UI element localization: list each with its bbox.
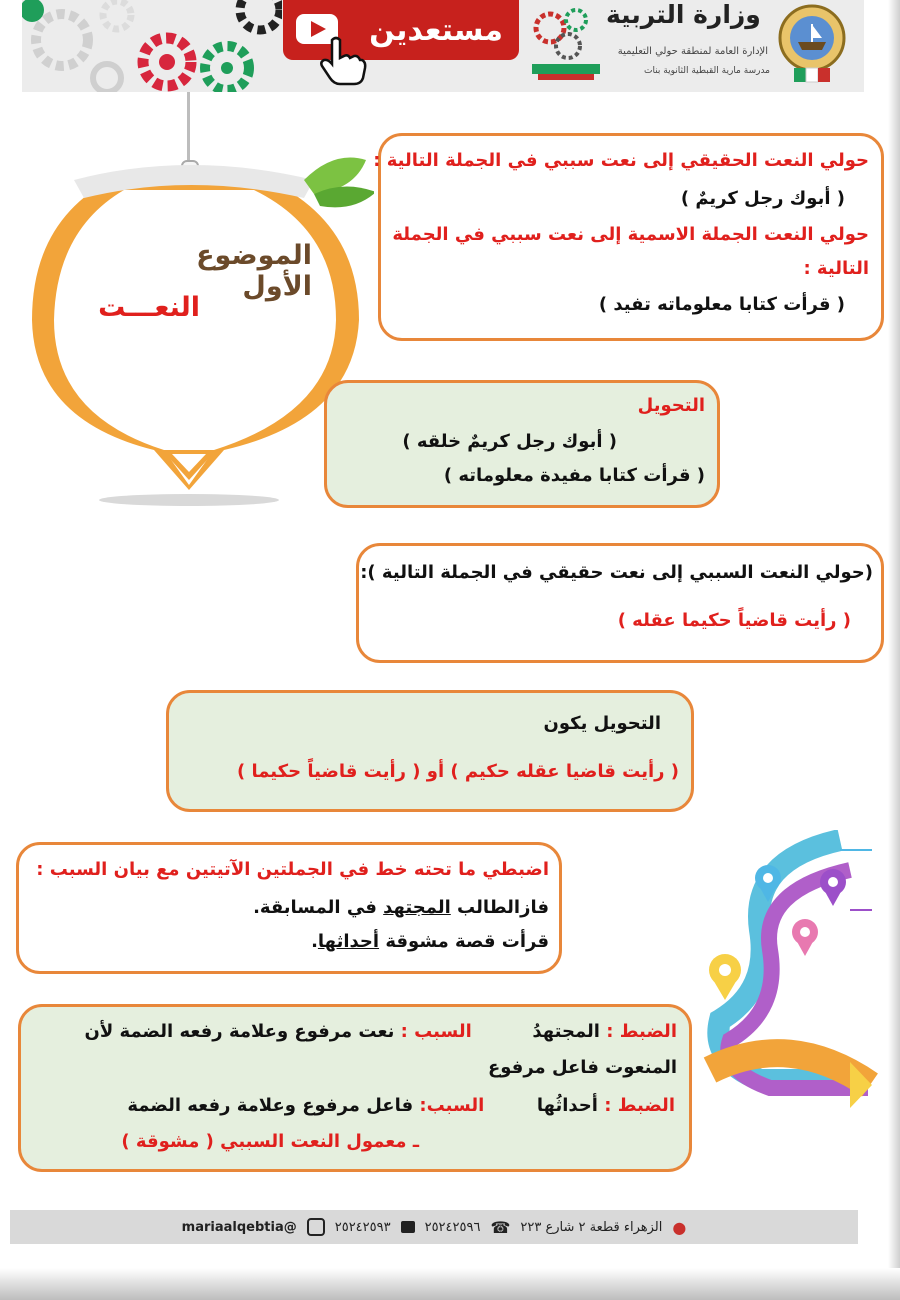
answer1-line2: ( قرأت كتابا مفيدة معلوماته ) [443,465,705,486]
question1-instruction2-line2: التالية : [803,258,869,279]
phone-icon: ☎ [490,1217,511,1237]
fax-icon [401,1221,415,1233]
answer2-label: التحويل يكون [543,713,661,734]
answer3-l1-label: الضبط : [606,1021,677,1042]
answer1-label: التحويل [637,395,705,416]
answer3-line2: المنعوت فاعل مرفوع [487,1057,677,1078]
answer3-l3-label: الضبط : [604,1095,675,1116]
ministry-subtitle: الإدارة العامة لمنطقة حولي التعليمية [617,46,768,57]
kuwait-emblem-icon [778,2,846,86]
question3-box [16,842,562,974]
topic-title: الموضوع الأول [196,240,312,302]
road-map-decoration [690,830,880,1110]
question1-box [373,133,884,341]
answer3-line3 [127,1095,675,1116]
question2-instruction: (حولي النعت السببي إلى نعت حقيقي في الجملة التالية ): [360,562,873,583]
footer-fax: ٢٥٢٤٢٥٩٣ [334,1219,391,1235]
youtube-label: مستعدين [369,12,503,48]
question3-sentence2 [311,931,549,952]
answer3-l3-reason-label: السبب: [419,1095,485,1116]
question3-instruction: اضبطي ما تحته خط في الجملتين الآتيتين مع بيان السبب : [36,859,549,880]
question2-box [356,543,884,663]
answer3-l3-reason: فاعل مرفوع وعلامة رفعه الضمة [127,1095,414,1116]
question3-s1-underlined: المجتهد [383,897,451,918]
question1-instruction2-line1: حولي النعت الجملة الاسمية إلى نعت سببي في الجملة [392,224,869,245]
answer2-box [166,690,694,812]
answer3-l1-reason: نعت مرفوع وعلامة رفعه الضمة لأن [84,1021,395,1042]
question2-sentence: ( رأيت قاضياً حكيما عقله ) [617,610,851,631]
question3-s2-before: قرأت قصة مشوقة [385,931,549,952]
instagram-icon[interactable] [307,1218,325,1236]
answer3-l1-reason-label: السبب : [400,1021,472,1042]
page-shadow-right [888,0,900,1300]
question1-sentence2: ( قرأت كتابا معلوماته تفيد ) [598,294,845,315]
topic-badge-shape [14,150,374,510]
footer-contact-bar [10,1210,858,1244]
footer-phone: ٢٥٢٤٢٥٩٦ [424,1219,481,1235]
question3-sentence1 [253,897,549,918]
question3-s1-before: فازالطالب [457,897,549,918]
location-pin-icon: ● [672,1217,687,1237]
answer3-line1 [85,1021,678,1042]
gears-decoration [22,0,282,92]
question1-instruction1: حولي النعت الحقيقي إلى نعت سببي في الجملة التالية : [373,150,869,171]
answer3-box [18,1004,692,1172]
school-name: مدرسة مارية القبطية الثانوية بنات [644,66,770,76]
answer3-l1-word: المجتهدُ [532,1021,600,1042]
ministry-title: وزارة التربية [606,0,761,29]
answer2-line: ( رأيت قاضيا عقله حكيم ) أو ( رأيت قاضياً حكيما ) [236,761,679,782]
answer1-box [324,380,720,508]
question3-s2-underlined: أحداثها [317,931,380,952]
topic-name: النعـــت [98,292,200,323]
footer-instagram[interactable]: @mariaalqebtia [181,1219,297,1235]
answer3-line4: ـ معمول النعت السببي ( مشوقة ) [121,1131,419,1152]
question3-s1-after: في المسابقة. [253,897,377,918]
hand-cursor-icon [318,34,368,86]
question3-s2-after: . [311,931,318,952]
answer3-l3-word: أحداثُها [536,1095,598,1116]
footer-address: الزهراء قطعة ٢ شارع ٢٢٣ [520,1219,663,1235]
answer1-line1: ( أبوك رجل كريمٌ خلقه ) [402,431,617,452]
page-shadow-bottom [0,1268,900,1300]
question1-sentence1: ( أبوك رجل كريمٌ ) [680,188,845,209]
